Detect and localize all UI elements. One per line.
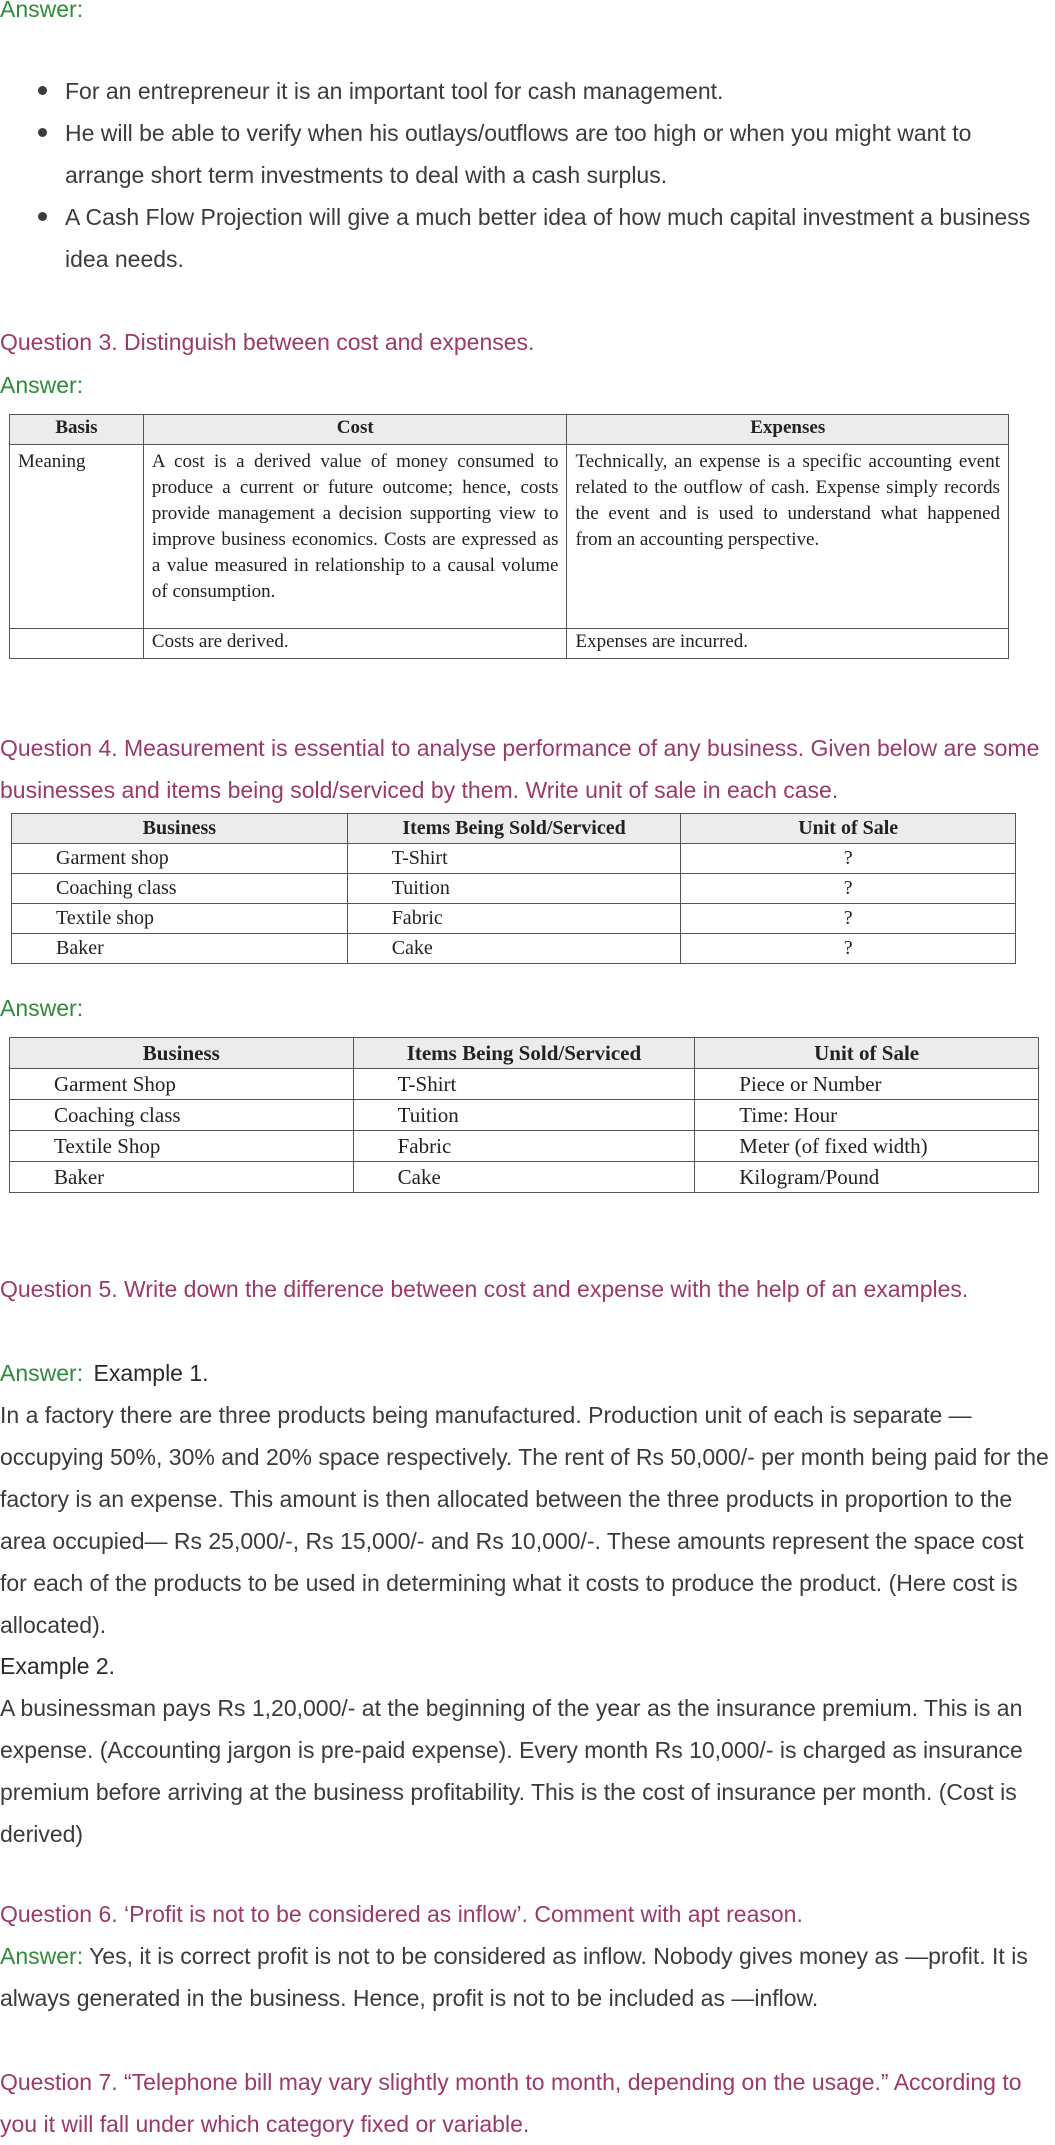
q6-answer-text: Yes, it is correct profit is not to be considered as inflow. Nobody gives money as —profit. It is always generated in the business. Hence, profit is not to be included as —inflow. xyxy=(0,1943,1028,2011)
q6-answer-label: Answer: xyxy=(0,1943,84,1969)
table-cell: Meaning xyxy=(10,445,144,629)
table-cell: A cost is a derived value of money consumed to produce a current or future outcome; hence, costs provide management a decision supporting view to improve business economics. Costs are expressed as a value measured in relationship to a causal volume of consumption. xyxy=(143,445,567,629)
table-cell: Tuition xyxy=(353,1100,695,1131)
table-cell: Textile Shop xyxy=(10,1131,354,1162)
q4-question-table xyxy=(11,813,1016,964)
table-cell: ? xyxy=(681,844,1016,874)
q6-answer xyxy=(0,1935,1030,2019)
table-cell: Coaching class xyxy=(10,1100,354,1131)
table-cell: Fabric xyxy=(347,904,681,934)
q5-example1-title: Example 1. xyxy=(93,1360,209,1386)
table-cell xyxy=(10,629,144,659)
q2-answer-label: Answer: xyxy=(0,0,84,22)
table-cell: Tuition xyxy=(347,874,681,904)
table-header: Business xyxy=(10,1038,354,1069)
q2-bullet-list xyxy=(0,70,1050,280)
table-cell: Piece or Number xyxy=(695,1069,1039,1100)
table-header: Basis xyxy=(10,415,144,445)
table-header: Expenses xyxy=(567,415,1009,445)
table-cell: Meter (of fixed width) xyxy=(695,1131,1039,1162)
q2-bullet: For an entrepreneur it is an important tool for cash management. xyxy=(0,70,1050,112)
table-cell: Technically, an expense is a specific accounting event related to the outflow of cash. Expense simply records the event and is used to understand what happened from an accounting perspective. xyxy=(567,445,1009,629)
table-header: Items Being Sold/Serviced xyxy=(347,814,681,844)
table-cell: ? xyxy=(681,874,1016,904)
table-cell: ? xyxy=(681,934,1016,964)
table-cell: Baker xyxy=(12,934,348,964)
q6-question: Question 6. ‘Profit is not to be considered as inflow’. Comment with apt reason. xyxy=(0,1901,803,1927)
q3-answer-label: Answer: xyxy=(0,372,84,398)
table-cell: T-Shirt xyxy=(353,1069,695,1100)
q4-question: Question 4. Measurement is essential to analyse performance of any business. Given below are some businesses and items being sold/serviced by them. Write unit of sale in each case. xyxy=(0,735,1040,803)
table-cell: Time: Hour xyxy=(695,1100,1039,1131)
q2-bullet: A Cash Flow Projection will give a much better idea of how much capital investment a business idea needs. xyxy=(0,196,1050,280)
table-cell: ? xyxy=(681,904,1016,934)
table-header: Cost xyxy=(143,415,567,445)
table-header: Unit of Sale xyxy=(681,814,1016,844)
table-header: Business xyxy=(12,814,348,844)
table-header: Unit of Sale xyxy=(695,1038,1039,1069)
table-cell: Baker xyxy=(10,1162,354,1193)
q5-example2-text: A businessman pays Rs 1,20,000/- at the beginning of the year as the insurance premium. This is an expense. (Accounting jargon is pre-paid expense). Every month Rs 10,000/- is charged as insurance premium before arriving at the business profitability. This is the cost of insurance per month. (Cost is derived) xyxy=(0,1695,1023,1847)
q4-answer-table xyxy=(9,1037,1039,1193)
table-cell: Costs are derived. xyxy=(143,629,567,659)
table-cell: Coaching class xyxy=(12,874,348,904)
table-cell: Cake xyxy=(347,934,681,964)
table-cell: Cake xyxy=(353,1162,695,1193)
q2-bullet: He will be able to verify when his outlays/outflows are too high or when you might want to arrange short term investments to deal with a cash surplus. xyxy=(0,112,1050,196)
table-cell: T-Shirt xyxy=(347,844,681,874)
q5-answer-label: Answer: xyxy=(0,1360,84,1386)
q5-example2-title: Example 2. xyxy=(0,1653,116,1679)
table-cell: Expenses are incurred. xyxy=(567,629,1009,659)
q4-answer-label: Answer: xyxy=(0,995,84,1021)
table-header: Items Being Sold/Serviced xyxy=(353,1038,695,1069)
q5-answer-line xyxy=(0,1352,209,1394)
table-cell: Garment shop xyxy=(12,844,348,874)
table-cell: Fabric xyxy=(353,1131,695,1162)
table-cell: Textile shop xyxy=(12,904,348,934)
q7-question: Question 7. “Telephone bill may vary slightly month to month, depending on the usage.” According to you it will fall under which category fixed or variable. xyxy=(0,2069,1022,2137)
table-cell: Kilogram/Pound xyxy=(695,1162,1039,1193)
q3-cost-expense-table xyxy=(9,414,1009,659)
q5-example1-text: In a factory there are three products being manufactured. Production unit of each is separate — occupying 50%, 30% and 20% space respectively. The rent of Rs 50,000/- per month being paid for the factory is an expense. This amount is then allocated between the three products in proportion to the area occupied— Rs 25,000/-, Rs 15,000/- and Rs 10,000/-. These amounts represent the space cost for each of the products to be used in determining what it costs to produce the product. (Here cost is allocated). xyxy=(0,1402,1049,1638)
q3-question: Question 3. Distinguish between cost and expenses. xyxy=(0,329,535,355)
q5-question: Question 5. Write down the difference between cost and expense with the help of an examples. xyxy=(0,1276,969,1302)
table-cell: Garment Shop xyxy=(10,1069,354,1100)
